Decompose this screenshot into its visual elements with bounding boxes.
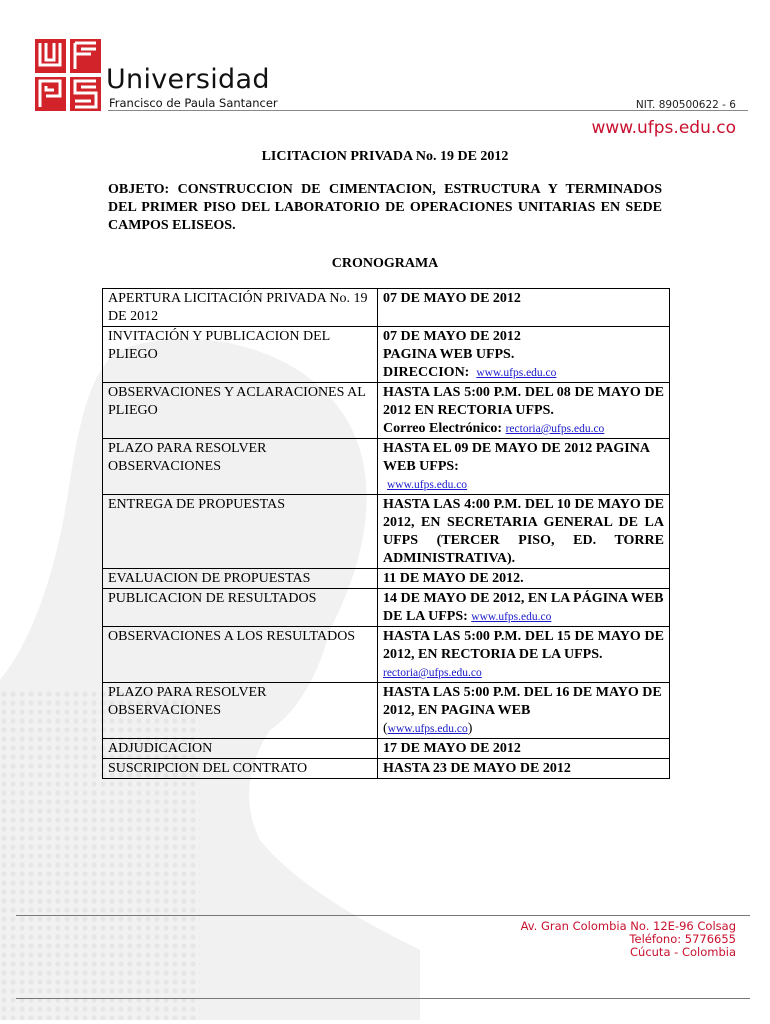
website-link[interactable]: www.ufps.edu.co <box>387 723 468 735</box>
ufps-logo-icon <box>34 38 102 112</box>
document-title: LICITACION PRIVADA No. 19 DE 2012 <box>261 149 509 164</box>
direccion-label: DIRECCION: <box>383 365 470 380</box>
logo-wordmark: Universidad <box>106 64 270 95</box>
footer-city: Cúcuta - Colombia <box>630 945 736 959</box>
date-text: HASTA LAS 5:00 P.M. DEL 08 DE MAYO DE 2012 EN RECTORIA UFPS. <box>383 385 664 418</box>
footer-contact <box>521 920 736 959</box>
table-row <box>103 327 670 383</box>
date-line: PAGINA WEB UFPS. <box>383 347 515 362</box>
footer-divider-bottom <box>16 998 750 999</box>
date-cell: HASTA 23 DE MAYO DE 2012 <box>378 759 670 779</box>
date-cell: 17 DE MAYO DE 2012 <box>378 739 670 759</box>
activity-cell: PLAZO PARA RESOLVER OBSERVACIONES <box>103 439 378 495</box>
table-row <box>103 739 670 759</box>
cronograma-heading: CRONOGRAMA <box>331 256 439 271</box>
table-row <box>103 495 670 569</box>
date-cell <box>378 589 670 627</box>
table-row <box>103 569 670 589</box>
footer-phone: Teléfono: 5776655 <box>629 932 736 946</box>
date-text: 14 DE MAYO DE 2012, EN LA PÁGINA WEB DE LA UFPS: <box>383 591 664 624</box>
activity-cell: APERTURA LICITACIÓN PRIVADA No. 19 DE 2012 <box>103 289 378 327</box>
activity-cell: ENTREGA DE PROPUESTAS <box>103 495 378 569</box>
date-cell <box>378 627 670 683</box>
date-cell <box>378 327 670 383</box>
date-text: HASTA LAS 5:00 P.M. DEL 15 DE MAYO DE 2012, EN RECTORIA DE LA UFPS. <box>383 629 664 662</box>
email-link[interactable]: rectoria@ufps.edu.co <box>505 423 605 435</box>
date-cell <box>378 383 670 439</box>
table-row <box>103 683 670 739</box>
activity-cell: INVITACIÓN Y PUBLICACION DEL PLIEGO <box>103 327 378 383</box>
website-link[interactable]: www.ufps.edu.co <box>387 479 468 491</box>
activity-cell: PLAZO PARA RESOLVER OBSERVACIONES <box>103 683 378 739</box>
table-row <box>103 627 670 683</box>
date-text: HASTA LAS 5:00 P.M. DEL 16 DE MAYO DE 2012, EN PAGINA WEB <box>383 685 662 718</box>
activity-cell: SUSCRIPCION DEL CONTRATO <box>103 759 378 779</box>
table-row <box>103 439 670 495</box>
table-row <box>103 759 670 779</box>
date-cell <box>378 439 670 495</box>
date-text: HASTA LAS 4:00 P.M. DEL 10 DE MAYO DE 2012, EN SECRETARIA GENERAL DE LA UFPS (TERCER PISO, ED. TORRE ADMINISTRATIVA). <box>383 497 664 566</box>
email-label: Correo Electrónico: <box>383 421 503 436</box>
footer-address: Av. Gran Colombia No. 12E-96 Colsag <box>520 919 736 933</box>
email-line <box>383 420 664 438</box>
activity-cell: PUBLICACION DE RESULTADOS <box>103 589 378 627</box>
date-cell <box>378 495 670 569</box>
date-line: 07 DE MAYO DE 2012 <box>383 329 521 344</box>
header-website-link[interactable]: www.ufps.edu.co <box>591 118 736 138</box>
activity-cell: ADJUDICACION <box>103 739 378 759</box>
table-row <box>103 589 670 627</box>
date-cell: 11 DE MAYO DE 2012. <box>378 569 670 589</box>
schedule-table <box>102 288 670 779</box>
table-row <box>103 289 670 327</box>
email-link[interactable]: rectoria@ufps.edu.co <box>383 667 482 679</box>
date-line <box>383 364 664 382</box>
website-link[interactable]: www.ufps.edu.co <box>471 611 552 623</box>
nit-number: NIT. 890500622 - 6 <box>635 99 736 111</box>
logo-subtitle: Francisco de Paula Santancer <box>109 96 278 110</box>
website-link[interactable]: www.ufps.edu.co <box>476 367 557 379</box>
date-cell: HASTA LAS 5:00 P.M. DEL 16 DE MAYO DE 2012, EN PAGINA WEB (www.ufps.edu.co) <box>378 683 670 739</box>
activity-cell: EVALUACION DE PROPUESTAS <box>103 569 378 589</box>
objeto-paragraph: OBJETO: CONSTRUCCION DE CIMENTACION, ESTRUCTURA Y TERMINADOS DEL PRIMER PISO DEL LABORATORIO DE OPERACIONES UNITARIAS EN SEDE CAMPOS ELISEOS. <box>108 182 662 233</box>
activity-cell: OBSERVACIONES A LOS RESULTADOS <box>103 627 378 683</box>
table-row <box>103 383 670 439</box>
footer-divider <box>16 915 750 916</box>
date-text: HASTA EL 09 DE MAYO DE 2012 PAGINA WEB UFPS: <box>383 441 650 474</box>
date-cell: 07 DE MAYO DE 2012 <box>378 289 670 327</box>
activity-cell: OBSERVACIONES Y ACLARACIONES AL PLIEGO <box>103 383 378 439</box>
